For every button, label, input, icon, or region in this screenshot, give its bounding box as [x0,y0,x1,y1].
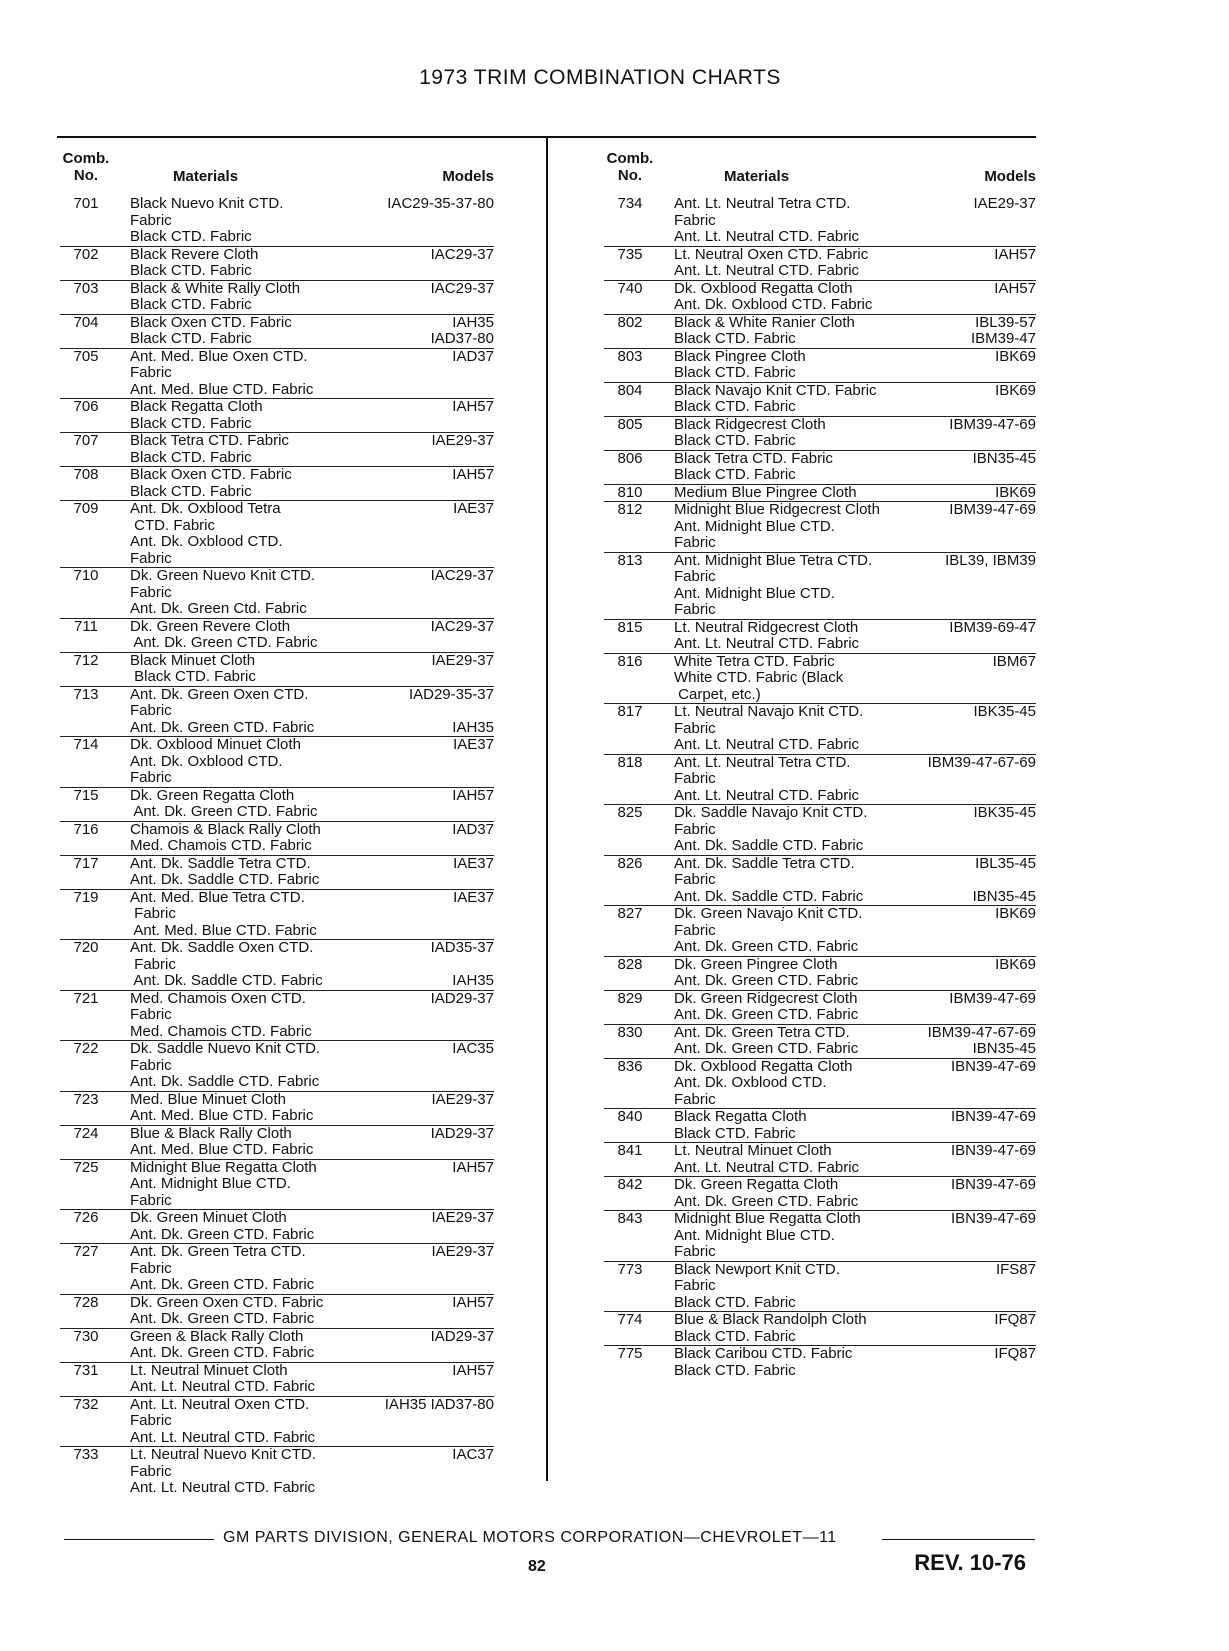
comb-number: 712 [73,651,99,669]
materials-cell: Chamois & Black Rally Cloth Med. Chamois CTD. Fabric [130,820,321,854]
materials-cell: Black & White Ranier Cloth Black CTD. Fabric [674,313,855,347]
materials-cell: Black & White Rally Cloth Black CTD. Fabric [130,279,301,313]
comb-number: 730 [73,1327,99,1345]
footer-division: GM PARTS DIVISION, GENERAL MOTORS CORPORATION—CHEVROLET—11 [223,1529,837,1546]
materials-cell: Blue & Black Randolph Cloth Black CTD. Fabric [674,1311,867,1345]
comb-number: 810 [617,483,643,501]
table-row [60,736,494,787]
table-row [60,1328,494,1362]
models-cell: IAE29-37 [431,432,494,449]
table-row [60,500,494,567]
models-cell: IBM39-47-69 [949,415,1036,433]
models-cell: IAE37 [453,736,494,753]
comb-number: 719 [73,888,99,906]
table-row [604,1210,1036,1261]
column-divider [546,136,548,1481]
table-row [604,1142,1036,1176]
materials-cell: Ant. Lt. Neutral Oxen CTD. Fabric Ant. Lt. Neutral CTD. Fabric [130,1395,316,1446]
table-row [60,196,494,246]
models-cell: IAC29-37 [430,279,494,297]
table-row [604,501,1036,552]
models-cell: IBK69 [995,905,1036,922]
table-row [60,1040,494,1091]
materials-cell: Ant. Dk. Saddle Tetra CTD. Ant. Dk. Saddle CTD. Fabric [130,854,320,888]
models-cell: IAH57 [452,1361,494,1379]
comb-number: 813 [617,551,643,569]
models-cell: IBK69 [995,483,1036,501]
materials-cell: Midnight Blue Ridgecrest Cloth Ant. Midnight Blue CTD. Fabric [674,501,880,551]
materials-cell: Dk. Oxblood Regatta Cloth Ant. Dk. Oxblood CTD. Fabric [674,279,873,313]
comb-header-line2: No. [617,167,643,184]
comb-number: 816 [617,652,643,670]
comb-number: 803 [617,347,643,365]
models-cell: IBK69 [995,347,1036,365]
materials-cell: Ant. Lt. Neutral Tetra CTD. Fabric Ant. Lt. Neutral CTD. Fabric [674,753,860,804]
table-row [604,1176,1036,1210]
models-cell: IBK69 [995,381,1036,399]
models-cell: IAE29-37 [431,651,494,669]
models-cell: IBM39-47-69 [949,501,1036,518]
comb-number: 731 [73,1361,99,1379]
comb-no-header [604,150,656,184]
materials-cell: Ant. Lt. Neutral Tetra CTD. Fabric Ant. Lt. Neutral CTD. Fabric [674,195,860,245]
comb-number: 733 [73,1446,99,1463]
page-number: 82 [528,1558,546,1575]
models-cell: IAH57 [452,1293,494,1311]
comb-number: 703 [73,279,99,297]
materials-cell: Black Nuevo Knit CTD. Fabric Black CTD. Fabric [130,195,284,245]
materials-cell: Dk. Green Regatta Cloth Ant. Dk. Green CTD. Fabric [130,786,318,820]
comb-number: 710 [73,567,99,584]
table-row [604,1311,1036,1345]
materials-cell: Lt. Neutral Oxen CTD. Fabric Ant. Lt. Neutral CTD. Fabric [674,245,869,279]
table-row [60,1362,494,1396]
comb-number: 843 [617,1210,643,1227]
models-cell: IAC29-37 [430,617,494,635]
comb-number: 805 [617,415,643,433]
materials-cell: Dk. Green Oxen CTD. Fabric Ant. Dk. Green CTD. Fabric [130,1293,324,1327]
materials-cell: White Tetra CTD. Fabric White CTD. Fabric (Black Carpet, etc.) [674,652,844,703]
models-cell: IAC29-37 [430,245,494,263]
table-row [604,1345,1036,1379]
materials-cell: Black Tetra CTD. Fabric Black CTD. Fabric [674,449,833,483]
comb-number: 720 [73,939,99,956]
revision-label: REV. 10-76 [914,1550,1026,1575]
table-row [604,619,1036,653]
comb-number: 815 [617,618,643,636]
models-header: Models [984,168,1036,185]
comb-number: 827 [617,905,643,922]
comb-number: 722 [73,1040,99,1057]
comb-number: 774 [617,1311,643,1328]
table-row [604,314,1036,348]
comb-number: 829 [617,989,643,1007]
comb-number: 711 [74,617,98,635]
comb-number: 708 [73,466,99,483]
comb-number: 734 [617,195,643,212]
materials-cell: Black Regatta Cloth Black CTD. Fabric [130,398,263,432]
materials-cell: Dk. Oxblood Minuet Cloth Ant. Dk. Oxblood CTD. Fabric [130,736,301,786]
materials-cell: Black Ridgecrest Cloth Black CTD. Fabric [674,415,826,449]
models-cell: IAC29-35-37-80 [387,195,494,212]
materials-cell: Ant. Dk. Saddle Oxen CTD. Fabric Ant. Dk. Saddle CTD. Fabric [130,939,323,989]
comb-number: 830 [617,1023,643,1041]
table-row [604,196,1036,246]
left-header [60,150,494,192]
left-column [60,150,494,1497]
models-cell: IAC29-37 [430,567,494,584]
materials-cell: Ant. Dk. Oxblood Tetra CTD. Fabric Ant. Dk. Oxblood CTD. Fabric [130,500,283,567]
models-cell: IBL35-45 IBN35-45 [972,854,1036,905]
comb-number: 714 [73,736,99,753]
table-row [60,1209,494,1243]
materials-cell: Black Tetra CTD. Fabric Black CTD. Fabric [130,432,289,466]
table-row [60,314,494,348]
comb-number: 828 [617,955,643,973]
comb-number: 818 [617,753,643,771]
table-row [60,280,494,314]
comb-number: 717 [73,854,99,872]
table-row [604,382,1036,416]
materials-cell: Medium Blue Pingree Cloth [674,483,857,501]
comb-number: 727 [73,1243,99,1260]
materials-cell: Blue & Black Rally Cloth Ant. Med. Blue CTD. Fabric [130,1124,314,1158]
models-cell: IBK35-45 [973,703,1036,720]
materials-cell: Black Navajo Knit CTD. Fabric Black CTD. Fabric [674,381,877,415]
table-row [604,1108,1036,1142]
models-cell: IBN39-47-69 [950,1142,1036,1159]
models-cell: IBM67 [992,652,1036,670]
table-row [60,889,494,940]
models-cell: IAD29-37 [430,1124,494,1142]
table-row [604,416,1036,450]
table-row [60,1294,494,1328]
materials-cell: Lt. Neutral Nuevo Knit CTD. Fabric Ant. Lt. Neutral CTD. Fabric [130,1446,316,1496]
table-row [60,1446,494,1497]
comb-number: 724 [73,1124,99,1142]
materials-cell: Dk. Green Minuet Cloth Ant. Dk. Green CTD. Fabric [130,1209,315,1243]
materials-cell: Dk. Green Ridgecrest Cloth Ant. Dk. Green CTD. Fabric [674,989,859,1023]
comb-number: 817 [617,703,643,720]
materials-cell: Dk. Green Pingree Cloth Ant. Dk. Green CTD. Fabric [674,955,859,989]
comb-number: 707 [73,432,99,449]
table-row [60,1243,494,1294]
materials-cell: Dk. Saddle Navajo Knit CTD. Fabric Ant. Dk. Saddle CTD. Fabric [674,804,868,854]
table-row [60,466,494,500]
comb-header-line2: No. [73,167,99,184]
table-row [604,348,1036,382]
table-row [604,450,1036,484]
table-row [60,246,494,280]
table-row [60,1396,494,1447]
models-cell: IFQ87 [994,1311,1036,1328]
table-row [60,939,494,990]
models-cell: IAE29-37 [973,195,1036,212]
table-row [604,703,1036,754]
materials-cell: Ant. Med. Blue Oxen CTD. Fabric Ant. Med. Blue CTD. Fabric [130,347,314,398]
table-row [60,398,494,432]
models-header: Models [442,168,494,185]
comb-number: 812 [617,501,643,518]
comb-number: 732 [73,1395,99,1413]
comb-header-line1: Comb. [606,150,654,167]
comb-number: 775 [617,1345,643,1362]
table-row [604,280,1036,314]
comb-number: 702 [73,245,99,263]
models-cell: IBM39-69-47 [949,618,1036,636]
models-cell: IBK35-45 [973,804,1036,821]
table-row [604,956,1036,990]
materials-cell: Black Pingree Cloth Black CTD. Fabric [674,347,806,381]
comb-no-header [60,150,112,184]
models-cell: IBK69 [995,955,1036,973]
table-row [60,821,494,855]
materials-cell: Black Newport Knit CTD. Fabric Black CTD. Fabric [674,1260,840,1311]
materials-cell: Med. Blue Minuet Cloth Ant. Med. Blue CTD. Fabric [130,1090,314,1124]
materials-cell: Ant. Dk. Green Oxen CTD. Fabric Ant. Dk. Green CTD. Fabric [130,685,315,736]
comb-number: 841 [617,1142,643,1159]
page-title: 1973 TRIM COMBINATION CHARTS [419,66,781,89]
table-row [604,1261,1036,1312]
materials-cell: Dk. Green Nuevo Knit CTD. Fabric Ant. Dk. Green Ctd. Fabric [130,567,316,617]
table-row [60,990,494,1041]
materials-cell: Lt. Neutral Navajo Knit CTD. Fabric Ant. Lt. Neutral CTD. Fabric [674,703,864,753]
table-row [604,1024,1036,1058]
materials-header: Materials [173,168,239,185]
models-cell: IBN39-47-69 [950,1210,1036,1227]
models-cell: IAH35 IAD37-80 [430,313,494,347]
footer-rule-right [882,1539,1035,1540]
models-cell: IAD37 [452,347,494,365]
models-cell: IAC35 [452,1040,494,1057]
table-row [60,1091,494,1125]
footer-rule-left [64,1539,214,1540]
comb-number: 721 [73,989,99,1007]
models-cell: IBM39-47-69 [949,989,1036,1007]
comb-number: 740 [617,279,643,297]
materials-cell: Dk. Green Revere Cloth Ant. Dk. Green CTD. Fabric [130,617,318,651]
models-cell: IAE37 [453,854,494,872]
table-row [60,787,494,821]
models-cell: IBM39-47-67-69 IBN35-45 [927,1023,1036,1057]
right-table [604,196,1036,1379]
models-cell: IBL39-57 IBM39-47 [970,313,1036,347]
comb-header-line1: Comb. [62,150,110,167]
comb-number: 709 [73,500,99,517]
comb-number: 826 [617,854,643,872]
models-cell: IBN39-47-69 [950,1057,1036,1075]
materials-cell: Black Minuet Cloth Black CTD. Fabric [130,651,256,685]
models-cell: IAH57 [452,1158,494,1176]
table-row [604,1058,1036,1109]
materials-cell: Black Oxen CTD. Fabric Black CTD. Fabric [130,313,292,347]
models-cell: IAD37 [452,820,494,838]
models-cell: IAE37 [453,500,494,517]
comb-number: 840 [617,1108,643,1125]
models-cell: IBL39, IBM39 [945,551,1036,569]
comb-number: 706 [73,398,99,415]
models-cell: IAH57 [994,279,1036,297]
comb-number: 728 [73,1293,99,1311]
materials-cell: Black Oxen CTD. Fabric Black CTD. Fabric [130,466,292,500]
materials-cell: Midnight Blue Regatta Cloth Ant. Midnight Blue CTD. Fabric [130,1158,317,1209]
comb-number: 705 [73,347,99,365]
table-row [60,618,494,652]
materials-cell: Black Revere Cloth Black CTD. Fabric [130,245,259,279]
models-cell: IAD29-37 [430,989,494,1007]
models-cell: IAE29-37 [431,1243,494,1260]
comb-number: 842 [617,1176,643,1193]
comb-number: 726 [73,1209,99,1226]
comb-number: 713 [73,685,99,703]
comb-number: 836 [617,1057,643,1075]
comb-number: 773 [617,1260,643,1278]
models-cell: IBM39-47-67-69 [927,753,1036,771]
models-cell: IAD35-37 IAH35 [430,939,494,989]
comb-number: 716 [73,820,99,838]
table-row [604,653,1036,704]
table-row [60,567,494,618]
models-cell: IBN39-47-69 [950,1108,1036,1125]
comb-number: 725 [73,1158,99,1176]
comb-number: 723 [73,1090,99,1108]
table-row [60,1125,494,1159]
comb-number: 704 [73,313,99,331]
materials-cell: Dk. Saddle Nuevo Knit CTD. Fabric Ant. Dk. Saddle CTD. Fabric [130,1040,321,1090]
models-cell: IAE29-37 [431,1090,494,1108]
table-row [60,348,494,399]
models-cell: IAD29-37 [430,1327,494,1345]
comb-number: 701 [73,195,99,212]
models-cell: IAH57 [452,398,494,415]
materials-cell: Ant. Dk. Green Tetra CTD. Fabric Ant. Dk. Green CTD. Fabric [130,1243,315,1293]
materials-cell: Dk. Oxblood Regatta Cloth Ant. Dk. Oxblood CTD. Fabric [674,1057,853,1108]
comb-number: 715 [73,786,99,804]
materials-cell: Med. Chamois Oxen CTD. Fabric Med. Chamois CTD. Fabric [130,989,312,1040]
right-column [604,150,1036,1379]
models-cell: IAH57 [452,466,494,483]
models-cell: IFS87 [995,1260,1036,1278]
comb-number: 802 [617,313,643,331]
right-header [604,150,1036,192]
comb-number: 735 [617,245,643,263]
table-row [604,246,1036,280]
materials-cell: Midnight Blue Regatta Cloth Ant. Midnight Blue CTD. Fabric [674,1210,861,1260]
materials-cell: Ant. Dk. Saddle Tetra CTD. Fabric Ant. Dk. Saddle CTD. Fabric [674,854,864,905]
materials-cell: Lt. Neutral Ridgecrest Cloth Ant. Lt. Neutral CTD. Fabric [674,618,860,652]
models-cell: IAD29-35-37 IAH35 [408,685,494,736]
materials-cell: Black Caribou CTD. Fabric Black CTD. Fabric [674,1345,853,1379]
materials-cell: Ant. Med. Blue Tetra CTD. Fabric Ant. Med. Blue CTD. Fabric [130,888,317,939]
materials-cell: Lt. Neutral Minuet Cloth Ant. Lt. Neutral CTD. Fabric [130,1361,316,1395]
models-cell: IAH57 [452,786,494,804]
comb-number: 804 [617,381,643,399]
table-row [60,432,494,466]
materials-cell: Ant. Midnight Blue Tetra CTD. Fabric Ant. Midnight Blue CTD. Fabric [674,551,873,618]
materials-cell: Black Regatta Cloth Black CTD. Fabric [674,1108,807,1142]
materials-cell: Ant. Dk. Green Tetra CTD. Ant. Dk. Green CTD. Fabric [674,1023,859,1057]
table-row [60,1159,494,1210]
materials-cell: Green & Black Rally Cloth Ant. Dk. Green CTD. Fabric [130,1327,315,1361]
models-cell: IAC37 [452,1446,494,1463]
models-cell: IAH57 [994,245,1036,263]
table-row [604,990,1036,1024]
table-row [604,754,1036,805]
table-row [604,905,1036,956]
models-cell: IAE37 [453,888,494,906]
materials-cell: Lt. Neutral Minuet Cloth Ant. Lt. Neutral CTD. Fabric [674,1142,860,1176]
materials-cell: Dk. Green Regatta Cloth Ant. Dk. Green CTD. Fabric [674,1176,859,1210]
models-cell: IFQ87 [994,1345,1036,1362]
materials-header: Materials [724,168,790,185]
table-row [60,652,494,686]
table-row [604,855,1036,906]
table-row [604,804,1036,855]
table-row [604,552,1036,619]
materials-cell: Dk. Green Navajo Knit CTD. Fabric Ant. Dk. Green CTD. Fabric [674,905,863,955]
table-row [604,484,1036,502]
table-row [60,686,494,737]
comb-number: 806 [617,449,643,467]
left-table [60,196,494,1497]
comb-number: 825 [617,804,643,821]
table-row [60,855,494,889]
models-cell: IBN35-45 [972,449,1036,467]
models-cell: IBN39-47-69 [950,1176,1036,1193]
models-cell: IAE29-37 [431,1209,494,1226]
models-cell: IAH35 IAD37-80 [384,1395,494,1413]
